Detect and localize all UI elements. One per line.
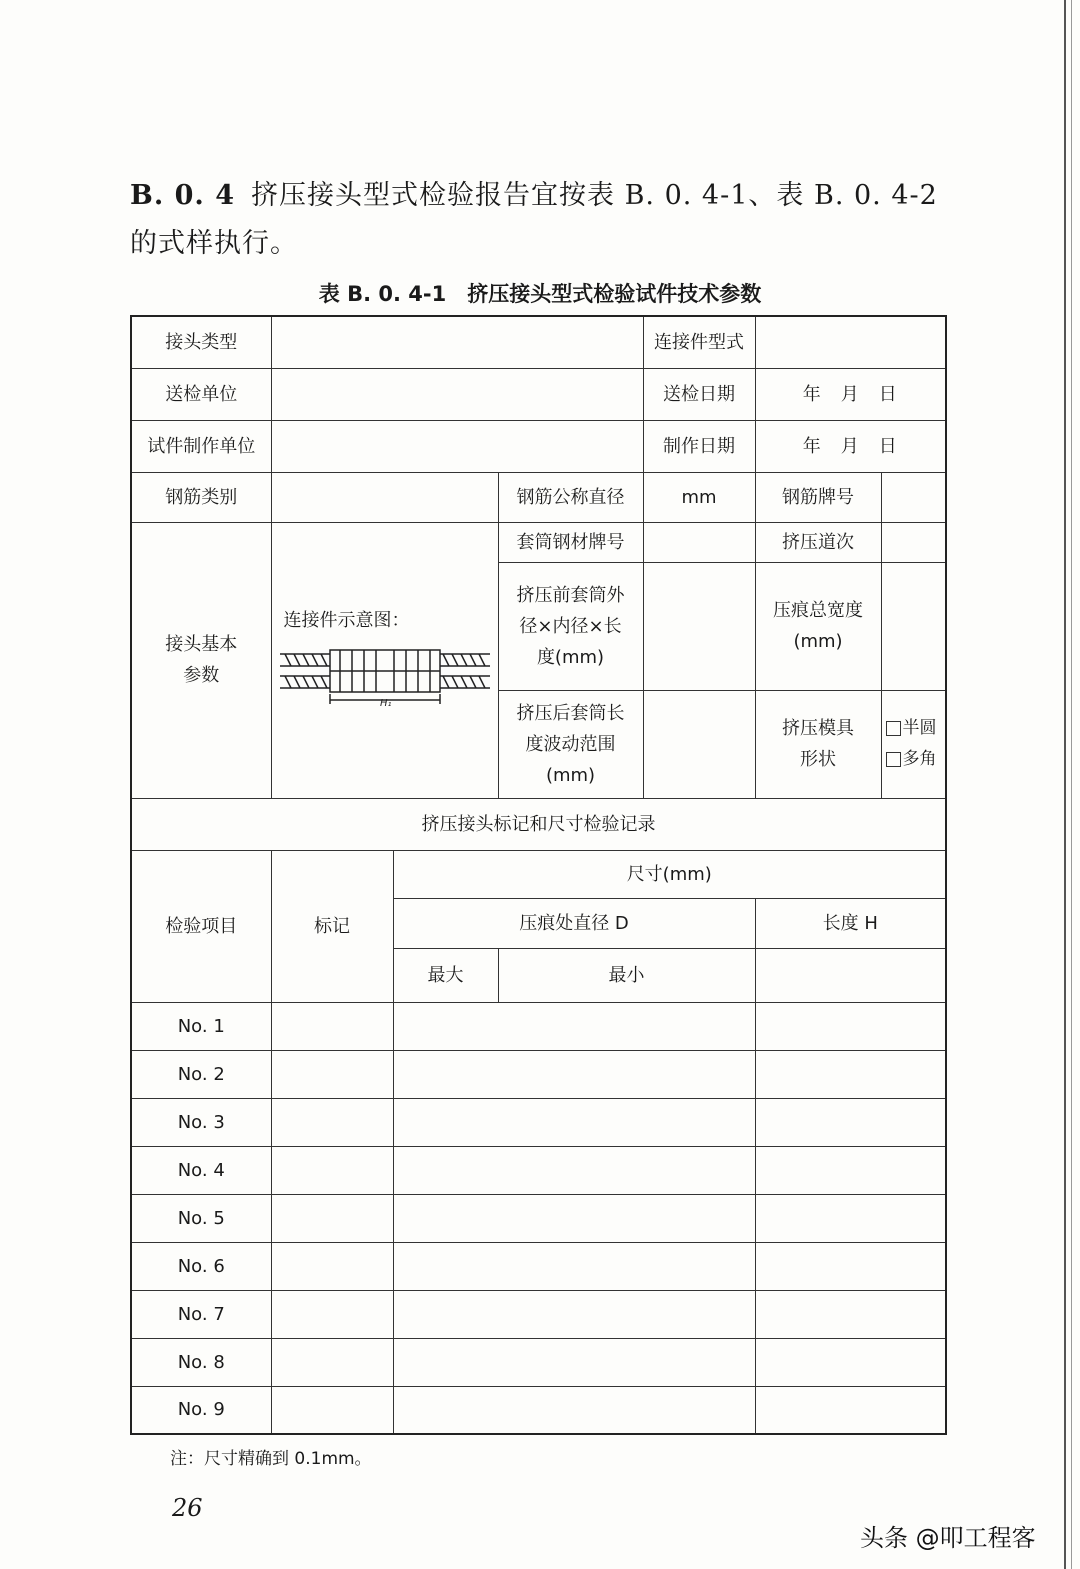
- row-diameter[interactable]: [393, 1098, 755, 1146]
- sleeve-after-label: 挤压后套筒长度波动范围(mm): [498, 690, 643, 798]
- die-option-label: 多角: [902, 749, 937, 769]
- die-option-semicircle[interactable]: [882, 713, 946, 744]
- row-diameter[interactable]: [393, 1050, 755, 1098]
- row-mark[interactable]: [271, 1386, 393, 1434]
- joint-type-value[interactable]: [271, 316, 643, 368]
- row-diameter[interactable]: [393, 1242, 755, 1290]
- length-value-header: [755, 948, 946, 1002]
- min-label: 最小: [498, 948, 755, 1002]
- row-label: No. 5: [131, 1194, 271, 1242]
- submitting-unit-value[interactable]: [271, 368, 643, 420]
- row-label: No. 9: [131, 1386, 271, 1434]
- row-label: No. 7: [131, 1290, 271, 1338]
- submission-date-value[interactable]: 年 月 日: [755, 368, 946, 420]
- extrusion-passes-value[interactable]: [881, 522, 946, 562]
- indent-width-label: 压痕总宽度(mm): [755, 562, 881, 690]
- production-date-label: 制作日期: [643, 420, 755, 472]
- mark-label: 标记: [271, 850, 393, 1002]
- sleeve-before-value[interactable]: [643, 562, 755, 690]
- rebar-diameter-label: 钢筋公称直径: [498, 472, 643, 522]
- row-label: No. 2: [131, 1050, 271, 1098]
- row-mark[interactable]: [271, 1290, 393, 1338]
- checkbox-icon[interactable]: [886, 721, 901, 736]
- row-diameter[interactable]: [393, 1290, 755, 1338]
- sleeve-before-label: 挤压前套筒外径×内径×长度(mm): [498, 562, 643, 690]
- extrusion-passes-label: 挤压道次: [755, 522, 881, 562]
- row-diameter[interactable]: [393, 1386, 755, 1434]
- submitting-unit-label: 送检单位: [131, 368, 271, 420]
- section-text: 挤压接头型式检验报告宜按表 B. 0. 4-1、表 B. 0. 4-2 的式样执行。: [130, 180, 938, 259]
- row-mark[interactable]: [271, 1002, 393, 1050]
- page-edge-line: [1064, 0, 1066, 1569]
- inspection-item-label: 检验项目: [131, 850, 271, 1002]
- diagram-cell: [271, 522, 498, 798]
- table-note: 注：尺寸精确到 0.1mm。: [170, 1449, 372, 1469]
- watermark: 头条 @叩工程客: [860, 1524, 1036, 1552]
- parameters-table: [130, 315, 947, 1435]
- indent-diameter-label: 压痕处直径 D: [393, 898, 755, 948]
- page-number: 26: [172, 1494, 203, 1522]
- page-edge-line-faint: [1071, 0, 1072, 1569]
- checkbox-icon[interactable]: [886, 752, 901, 767]
- row-mark[interactable]: [271, 1338, 393, 1386]
- row-mark[interactable]: [271, 1242, 393, 1290]
- basic-params-label: 接头基本参数: [131, 522, 271, 798]
- section-number: B. 0. 4: [130, 180, 235, 211]
- row-length[interactable]: [755, 1098, 946, 1146]
- joint-type-label: 接头类型: [131, 316, 271, 368]
- size-label: 尺寸(mm): [393, 850, 946, 898]
- indent-width-value[interactable]: [881, 562, 946, 690]
- row-diameter[interactable]: [393, 1194, 755, 1242]
- length-label: 长度 H: [755, 898, 946, 948]
- rebar-grade-label: 钢筋牌号: [755, 472, 881, 522]
- table-title: 表 B. 0. 4-1 挤压接头型式检验试件技术参数: [318, 282, 762, 306]
- sleeve-steel-grade-label: 套筒钢材牌号: [498, 522, 643, 562]
- row-diameter[interactable]: [393, 1338, 755, 1386]
- row-label: No. 4: [131, 1146, 271, 1194]
- specimen-maker-value[interactable]: [271, 420, 643, 472]
- die-shape-label: 挤压模具形状: [755, 690, 881, 798]
- record-header: 挤压接头标记和尺寸检验记录: [131, 798, 946, 850]
- row-diameter[interactable]: [393, 1146, 755, 1194]
- rebar-diameter-unit[interactable]: mm: [643, 472, 755, 522]
- connector-diagram: [280, 646, 490, 706]
- row-label: No. 1: [131, 1002, 271, 1050]
- row-length[interactable]: [755, 1194, 946, 1242]
- row-mark[interactable]: [271, 1098, 393, 1146]
- row-length[interactable]: [755, 1242, 946, 1290]
- row-mark[interactable]: [271, 1050, 393, 1098]
- row-length[interactable]: [755, 1338, 946, 1386]
- connector-type-label: 连接件型式: [643, 316, 755, 368]
- submission-date-label: 送检日期: [643, 368, 755, 420]
- max-label: 最大: [393, 948, 498, 1002]
- connector-type-value[interactable]: [755, 316, 946, 368]
- sleeve-steel-grade-value[interactable]: [643, 522, 755, 562]
- sleeve-after-value[interactable]: [643, 690, 755, 798]
- specimen-maker-label: 试件制作单位: [131, 420, 271, 472]
- row-length[interactable]: [755, 1146, 946, 1194]
- die-shape-options: [881, 690, 946, 798]
- rebar-category-value[interactable]: [271, 472, 498, 522]
- row-length[interactable]: [755, 1050, 946, 1098]
- diagram-dimension-label: H₁: [379, 697, 392, 706]
- row-label: No. 8: [131, 1338, 271, 1386]
- row-mark[interactable]: [271, 1146, 393, 1194]
- row-label: No. 6: [131, 1242, 271, 1290]
- section-paragraph: [130, 172, 960, 268]
- row-length[interactable]: [755, 1386, 946, 1434]
- production-date-value[interactable]: 年 月 日: [755, 420, 946, 472]
- die-option-label: 半圆: [902, 718, 937, 738]
- die-option-polygon[interactable]: [882, 744, 946, 775]
- row-length[interactable]: [755, 1002, 946, 1050]
- diagram-label: 连接件示意图：: [283, 609, 410, 631]
- rebar-category-label: 钢筋类别: [131, 472, 271, 522]
- row-diameter[interactable]: [393, 1002, 755, 1050]
- row-length[interactable]: [755, 1290, 946, 1338]
- row-mark[interactable]: [271, 1194, 393, 1242]
- row-label: No. 3: [131, 1098, 271, 1146]
- rebar-grade-value[interactable]: [881, 472, 946, 522]
